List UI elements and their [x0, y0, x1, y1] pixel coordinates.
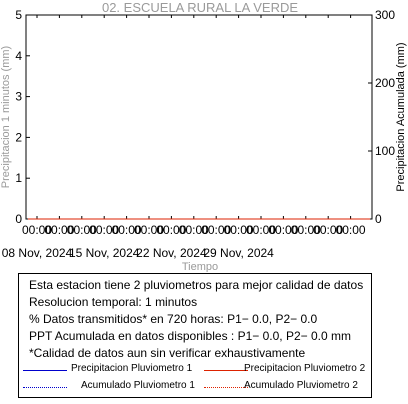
x-tick-label: 00:00	[268, 223, 299, 237]
note-line: Resolucion temporal: 1 minutos	[29, 295, 198, 309]
y-tick-label-left: 3	[15, 89, 22, 104]
legend-swatch-precip-2	[204, 370, 248, 371]
y-tick-label-left: 0	[15, 212, 22, 226]
x-tick-label: 00:00	[156, 223, 187, 237]
y-tick-label-left: 4	[15, 48, 22, 63]
note-line: *Calidad de datos aun sin verificar exhaustivamente	[29, 346, 306, 360]
legend-swatch-acum-2	[204, 387, 248, 388]
x-date-label: 22 Nov, 2024	[136, 246, 207, 260]
x-tick-label: 00:00	[290, 223, 321, 237]
legend-label-precip-2: Precipitacion Pluviometro 2	[244, 363, 366, 374]
legend-swatch-precip-1	[23, 370, 67, 371]
y-axis-label-left: Precipitacion 1 minutos (mm)	[0, 45, 12, 189]
x-tick-label: 00:00	[89, 223, 120, 237]
legend-label-acum-1: Acumulado Pluviometro 1	[81, 380, 195, 391]
x-tick-label: 00:00	[66, 223, 97, 237]
plot-frame	[26, 15, 372, 219]
x-tick-label: 00:00	[21, 223, 53, 237]
x-tick-label: 00:00	[335, 223, 366, 237]
x-tick-label: 00:00	[178, 223, 209, 237]
x-tick-label: 00:00	[245, 223, 277, 237]
y-tick-label-right: 0	[375, 212, 382, 226]
x-date-label: 15 Nov, 2024	[68, 246, 140, 260]
x-tick-label: 00:00	[133, 223, 165, 237]
info-box	[18, 273, 372, 398]
y-tick-label-left: 1	[15, 171, 22, 186]
note-line: Esta estacion tiene 2 pluviometros para mejor calidad de datos	[29, 278, 364, 292]
x-axis-label: Tiempo	[181, 261, 219, 272]
y-axis-label-right: Precipitacion Acumulada (mm)	[395, 42, 407, 192]
y-tick-label-right: 100	[375, 144, 396, 158]
note-line: % Datos transmitidos* en 720 horas: P1− 0.0, P2− 0.0	[29, 312, 318, 326]
x-tick-label: 00:00	[223, 223, 254, 237]
y-tick-label-left: 2	[15, 130, 22, 145]
legend-swatch-acum-1	[23, 387, 67, 388]
x-tick-label: 00:00	[44, 223, 75, 237]
x-tick-label: 00:00	[111, 223, 142, 237]
y-tick-label-right: 200	[375, 76, 396, 90]
y-tick-label-left: 5	[15, 8, 22, 22]
x-tick-label: 00:00	[201, 223, 232, 237]
x-date-label: 08 Nov, 2024	[1, 246, 73, 260]
x-tick-label: 00:00	[313, 223, 344, 237]
legend-label-precip-1: Precipitacion Pluviometro 1	[71, 363, 193, 374]
chart-title: 02. ESCUELA RURAL LA VERDE	[101, 0, 299, 15]
note-line: PPT Acumulada en datos disponibles : P1− 0.0, P2− 0.0 mm	[29, 329, 351, 343]
legend-label-acum-2: Acumulado Pluviometro 2	[244, 380, 358, 391]
x-date-label: 29 Nov, 2024	[203, 246, 274, 260]
y-tick-label-right: 300	[375, 8, 396, 22]
